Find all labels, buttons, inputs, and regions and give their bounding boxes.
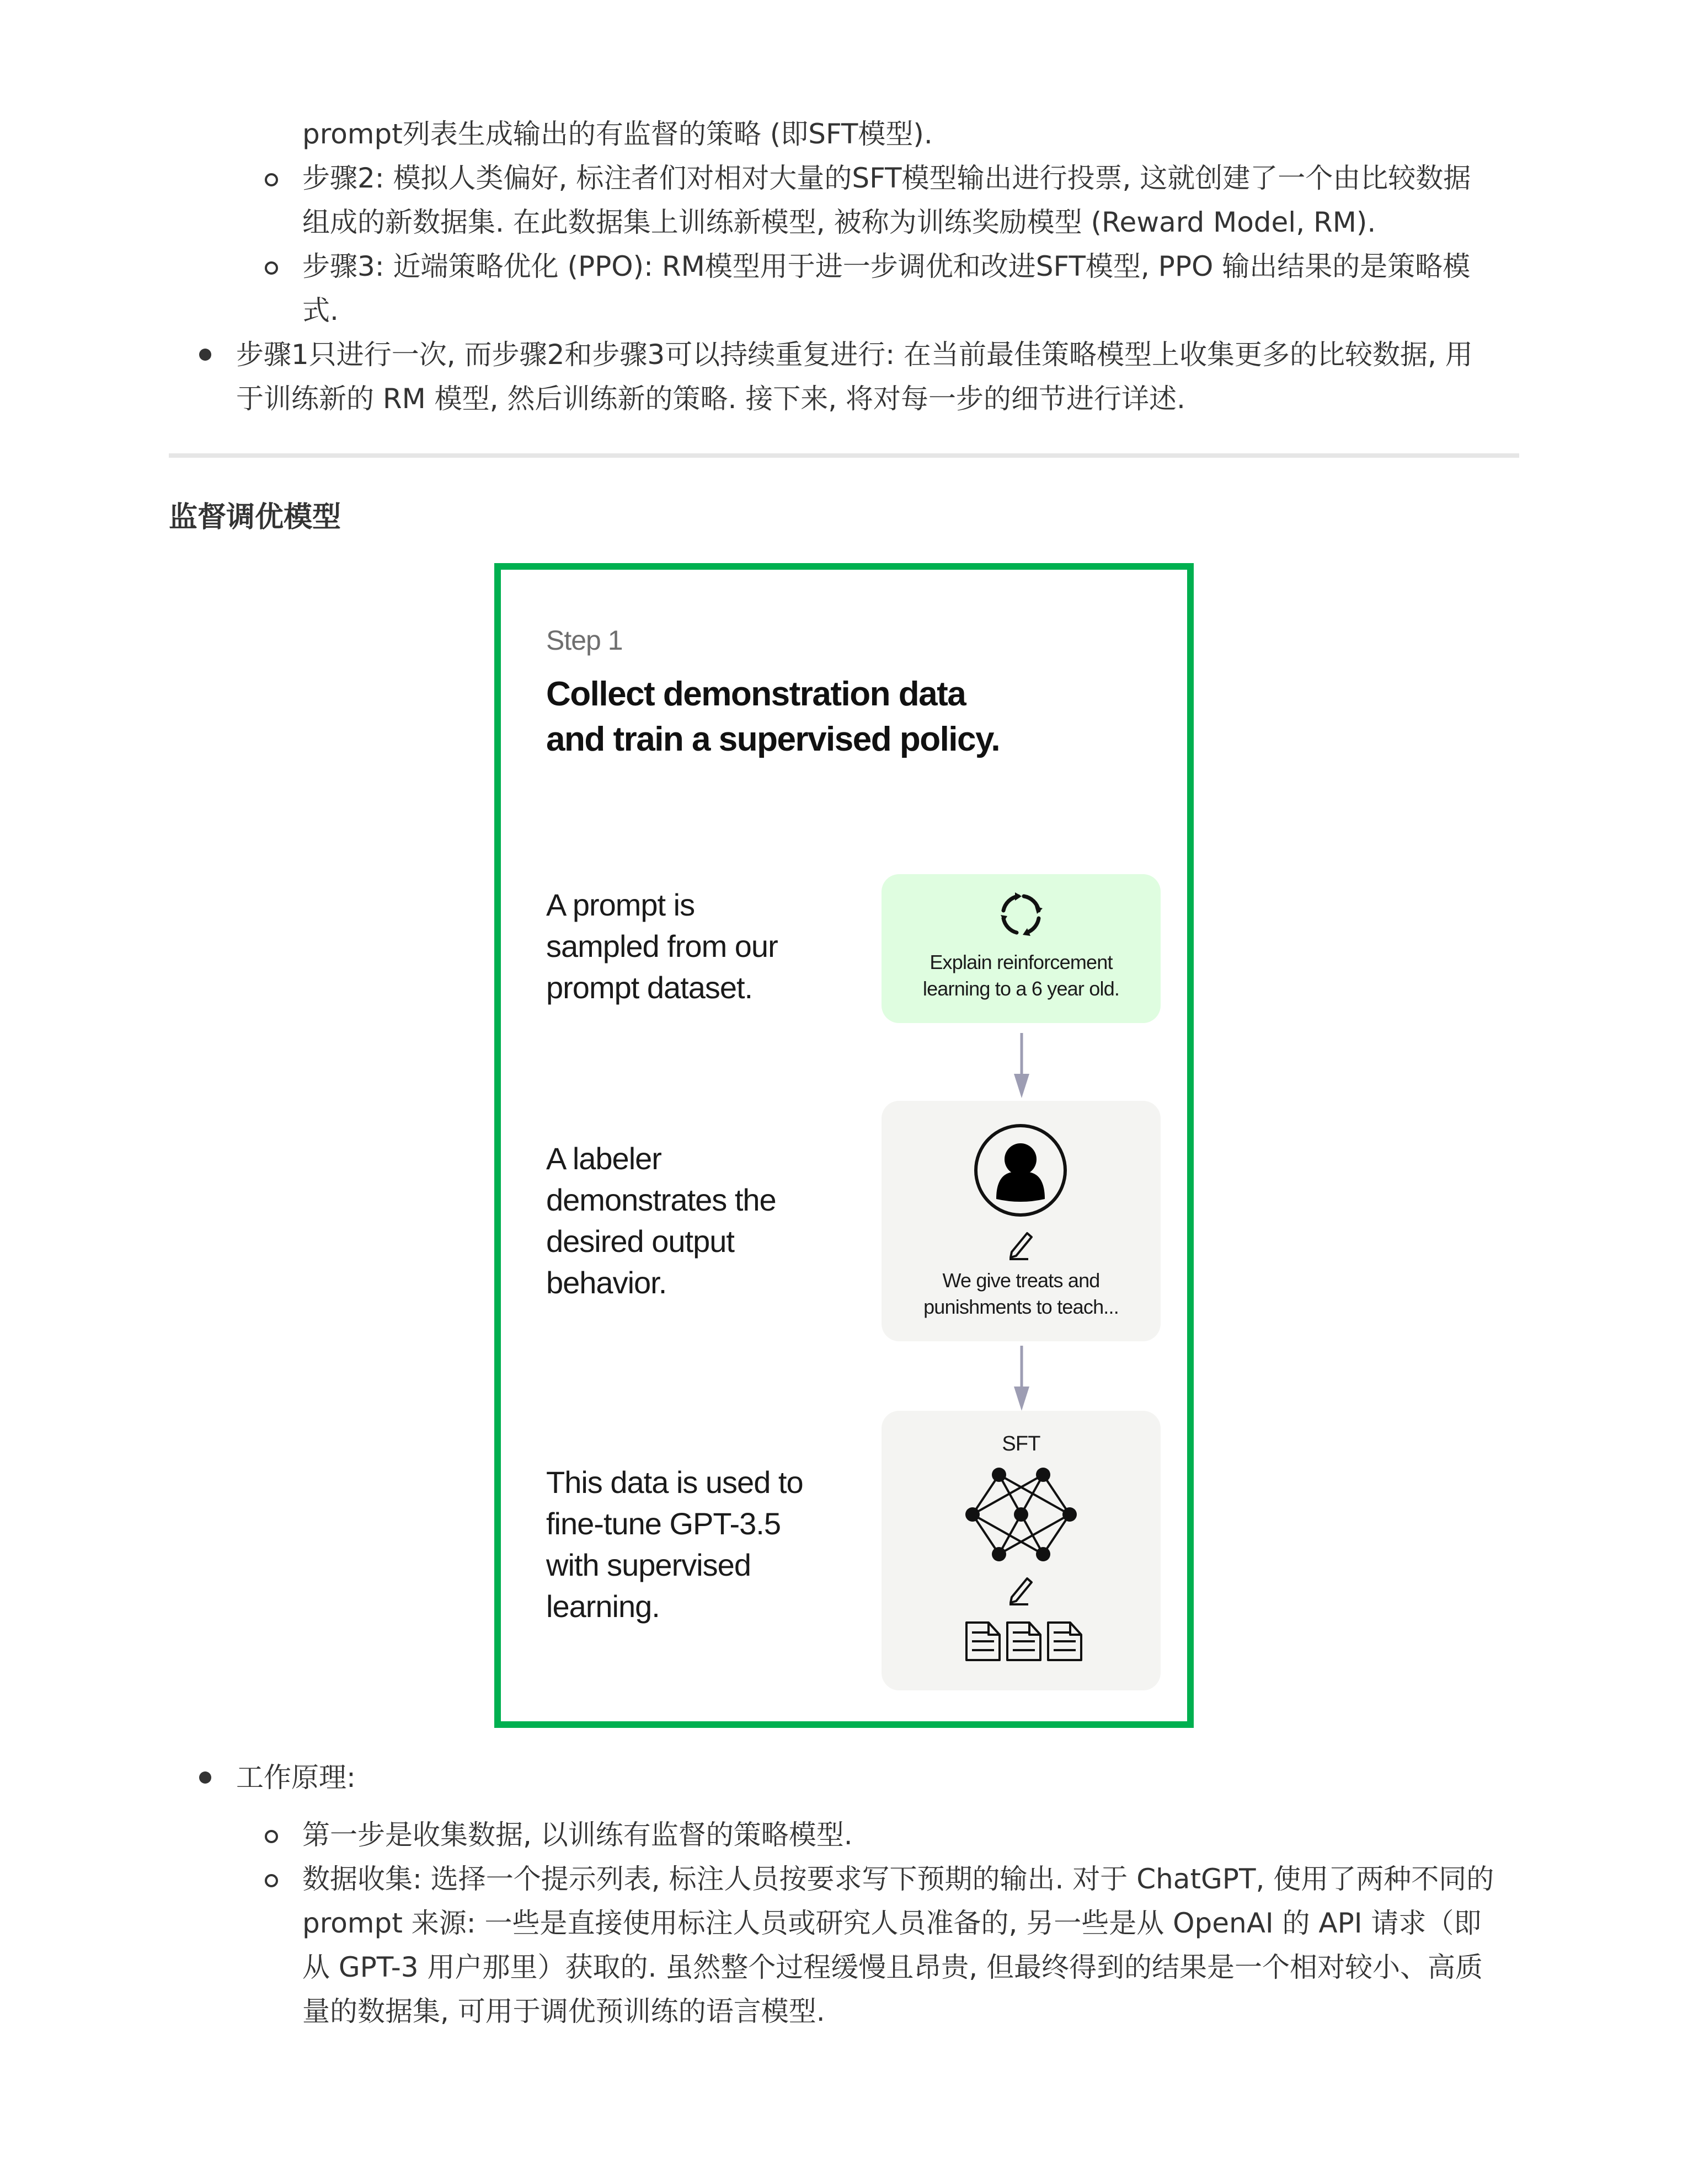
description-line: prompt dataset. <box>546 970 753 1005</box>
description-line: desired output <box>546 1224 734 1259</box>
sft-label: SFT <box>1002 1432 1040 1455</box>
labeler-box <box>882 1101 1161 1341</box>
sft-box <box>882 1411 1161 1690</box>
demonstration-text-line: punishments to teach... <box>923 1296 1119 1318</box>
list-item-text: 于训练新的 RM 模型, 然后训练新的策略. 接下来, 将对每一步的细节进行详述. <box>236 383 1185 415</box>
horizontal-rule <box>169 453 1519 458</box>
circle-bullet-icon <box>265 1874 278 1887</box>
description-line: with supervised <box>546 1548 751 1582</box>
description-line: A labeler <box>546 1141 661 1176</box>
list-item-text: 步骤1只进行一次, 而步骤2和步骤3可以持续重复进行: 在当前最佳策略模型上收集更多的比较数据, 用 <box>236 339 1473 371</box>
description-line: A prompt is <box>546 887 695 922</box>
diagram-title <box>546 672 1000 762</box>
list-item-text: 步骤3: 近端策略优化 (PPO): RM模型用于进一步调优和改进SFT模型, PPO 输出结果的是策略模 <box>302 250 1471 282</box>
pencil-icon <box>1006 1228 1035 1261</box>
diagram-title-line: and train a supervised policy. <box>546 720 1000 758</box>
neural-network-icon <box>961 1466 1081 1565</box>
diagram-row-description <box>546 1462 803 1627</box>
description-line: learning. <box>546 1589 660 1624</box>
list-item-text: 式. <box>302 295 339 326</box>
prompt-text-line: learning to a 6 year old. <box>922 977 1120 1000</box>
circle-bullet-icon <box>265 173 278 186</box>
list-item-text: 第一步是收集数据, 以训练有监督的策略模型. <box>302 1819 853 1851</box>
list-item-text: 组成的新数据集. 在此数据集上训练新模型, 被称为训练奖励模型 (Reward Model, RM). <box>302 206 1376 238</box>
section-heading: 监督调优模型 <box>169 501 341 534</box>
diagram-title-line: Collect demonstration data <box>546 675 966 713</box>
diagram-row-description <box>546 884 778 1008</box>
prompt-text <box>882 949 1161 1002</box>
cycle-arrows-icon <box>996 890 1046 939</box>
list-item-text: 数据收集: 选择一个提示列表, 标注人员按要求写下预期的输出. 对于 ChatGPT, 使用了两种不同的 <box>302 1863 1494 1895</box>
circle-bullet-icon <box>265 261 278 275</box>
diagram-step-label: Step 1 <box>546 625 623 656</box>
documents-icon <box>964 1620 1083 1662</box>
list-item-label: 工作原理: <box>236 1762 356 1794</box>
list-item-text: 从 GPT-3 用户那里）获取的. 虽然整个过程缓慢且昂贵, 但最终得到的结果是一个相对较小、高质 <box>302 1951 1483 1983</box>
description-line: fine-tune GPT-3.5 <box>546 1506 781 1541</box>
demonstration-text-line: We give treats and <box>942 1269 1100 1292</box>
prompt-text-line: Explain reinforcement <box>930 951 1113 973</box>
pencil-icon <box>1006 1573 1035 1606</box>
circle-bullet-icon <box>265 1830 278 1843</box>
list-item-text: prompt列表生成输出的有监督的策略 (即SFT模型). <box>302 118 933 150</box>
arrow-down-icon <box>1013 1346 1030 1412</box>
disc-bullet-icon <box>199 349 211 361</box>
diagram-row-description <box>546 1138 776 1303</box>
description-line: behavior. <box>546 1265 667 1300</box>
person-icon <box>973 1123 1068 1218</box>
list-item-text: 步骤2: 模拟人类偏好, 标注者们对相对大量的SFT模型输出进行投票, 这就创建了一个由比较数据 <box>302 162 1471 194</box>
description-line: This data is used to <box>546 1465 803 1500</box>
disc-bullet-icon <box>199 1771 211 1784</box>
list-item-text: 量的数据集, 可用于调优预训练的语言模型. <box>302 1995 825 2027</box>
list-item-text: prompt 来源: 一些是直接使用标注人员或研究人员准备的, 另一些是从 OpenAI 的 API 请求（即 <box>302 1907 1482 1939</box>
prompt-box <box>882 874 1161 1023</box>
description-line: demonstrates the <box>546 1182 776 1217</box>
demonstration-text <box>882 1267 1161 1320</box>
arrow-down-icon <box>1013 1033 1030 1099</box>
description-line: sampled from our <box>546 929 778 963</box>
